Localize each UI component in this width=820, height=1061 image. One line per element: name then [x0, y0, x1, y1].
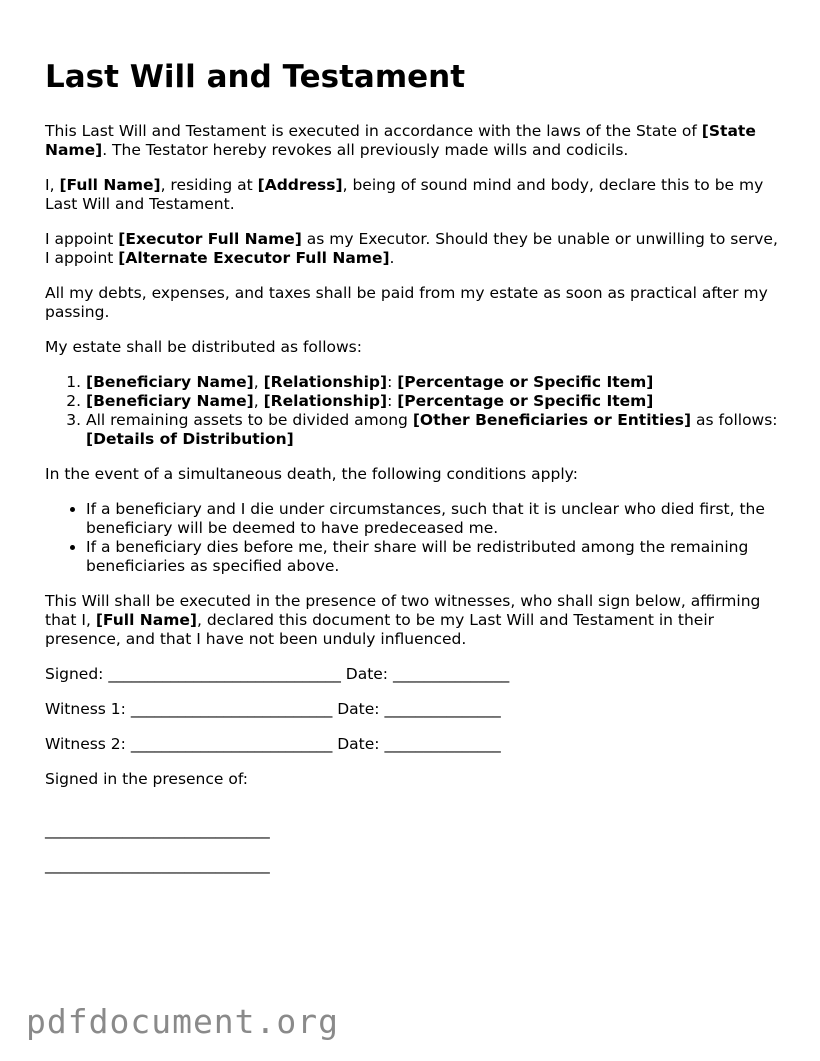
list-item: • If a beneficiary and I die under circumstances, such that it is unclear who died first, the beneficiary will be deemed to have predeceased me. [86, 500, 785, 538]
watermark: pdfdocument.org [26, 1002, 340, 1041]
witness-1-signature-line: Witness 1: __________________________ Date: _______________ [45, 700, 501, 718]
paragraph-simultaneous-death: In the event of a simultaneous death, the following conditions apply: [45, 465, 578, 483]
presence-signature-line-2: _____________________________ [45, 856, 270, 874]
list-item: • If a beneficiary dies before me, their share will be redistributed among the remaining beneficiaries as specified above. [86, 538, 785, 576]
paragraph-debts: All my debts, expenses, and taxes shall be paid from my estate as soon as practical after my passing. [45, 284, 768, 321]
distribution-list [45, 373, 785, 449]
list-item: 1. [Beneficiary Name], [Relationship]: [Percentage or Specific Item] [86, 373, 785, 392]
testator-signature-line: Signed: ______________________________ Date: _______________ [45, 665, 510, 683]
paragraph-jurisdiction: This Last Will and Testament is executed in accordance with the laws of the State of [State Name]. The Testator hereby revokes all previously made wills and codicils. [45, 122, 756, 159]
placeholder-full-name: [Full Name] [95, 611, 197, 629]
presence-signature-line-1: _____________________________ [45, 821, 270, 839]
presence-label: Signed in the presence of: [45, 770, 248, 788]
paragraph-distribution-intro: My estate shall be distributed as follows: [45, 338, 362, 356]
paragraph-declaration: I, [Full Name], residing at [Address], being of sound mind and body, declare this to be my Last Will and Testament. [45, 176, 764, 213]
conditions-list [45, 500, 785, 576]
document-page [45, 58, 785, 891]
placeholder-address: [Address] [257, 176, 343, 194]
witness-2-signature-line: Witness 2: __________________________ Date: _______________ [45, 735, 501, 753]
paragraph-executor: I appoint [Executor Full Name] as my Executor. Should they be unable or unwilling to serve, I appoint [Alternate Executor Full Name]. [45, 230, 778, 267]
page-title: Last Will and Testament [45, 59, 466, 95]
paragraph-witness-execution: This Will shall be executed in the presence of two witnesses, who shall sign below, affirming that I, [Full Name], declared this document to be my Last Will and Testament in their presence, and that I have not been unduly influenced. [45, 592, 761, 648]
list-item: 2. [Beneficiary Name], [Relationship]: [Percentage or Specific Item] [86, 392, 785, 411]
placeholder-executor-name: [Executor Full Name] [118, 230, 302, 248]
list-item: 3. All remaining assets to be divided among [Other Beneficiaries or Entities] as follows: [Details of Distribution] [86, 411, 785, 449]
placeholder-alternate-executor-name: [Alternate Executor Full Name] [118, 249, 390, 267]
placeholder-full-name: [Full Name] [59, 176, 161, 194]
placeholder-state-name: [State Name] [45, 122, 756, 159]
